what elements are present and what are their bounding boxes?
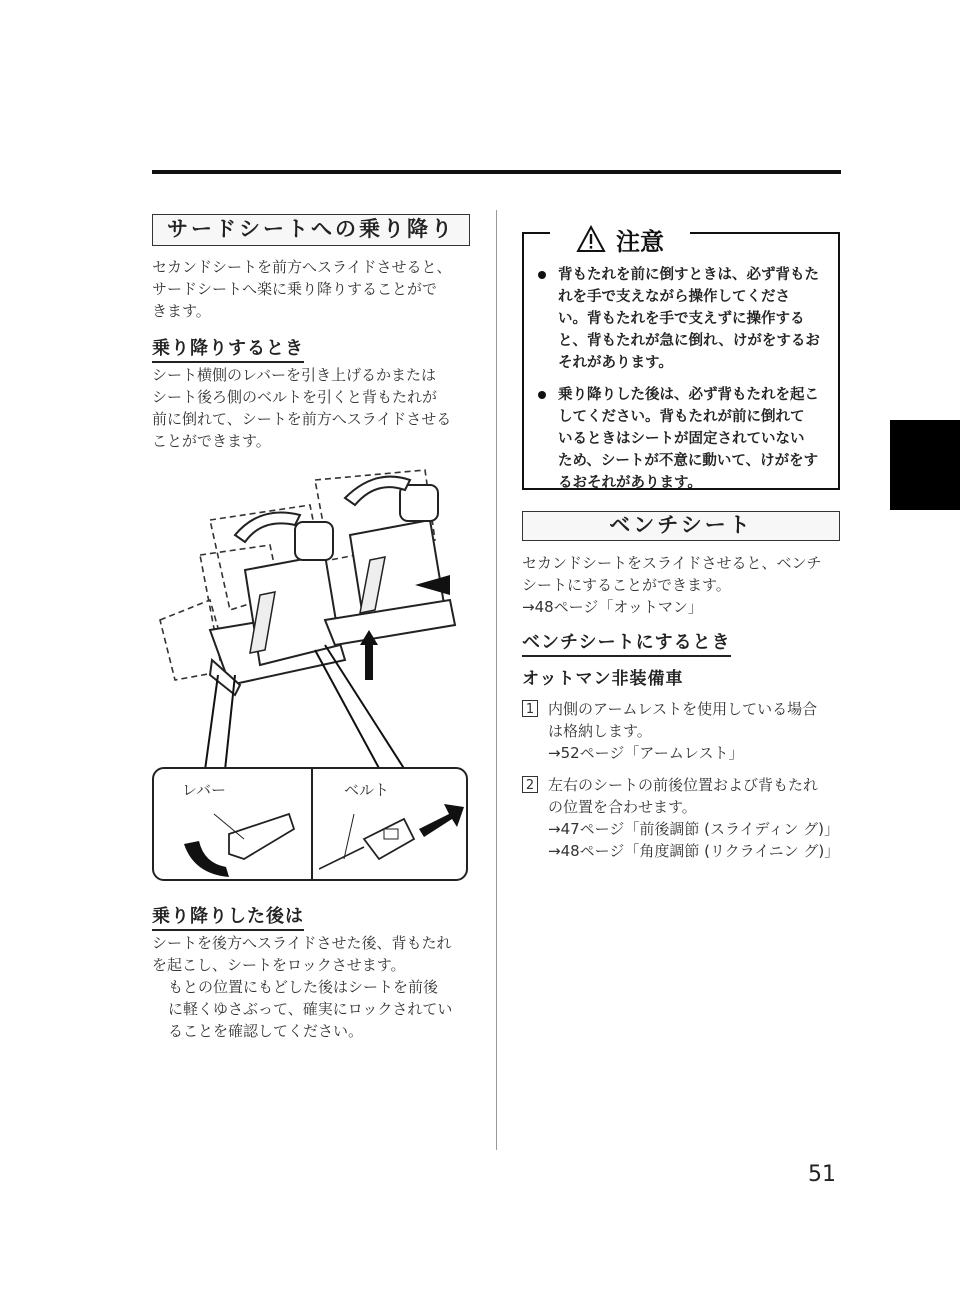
caution-item: 背もたれを前に倒すときは、必ず背もた れを手で支えながら操作してくださ い。背もたれを手で支えずに操作する と、背もたれが急に倒れ、けがをするお それがあります。	[534, 264, 828, 374]
section-title-third-seat: サードシートへの乗り降り	[152, 214, 470, 246]
boarding-heading: 乗り降りするとき	[152, 334, 304, 363]
ottoman-heading: オットマン非装備車	[522, 669, 684, 689]
bench-steps	[522, 698, 842, 872]
top-rule	[152, 170, 841, 174]
callout-divider	[311, 769, 313, 879]
caution-title: 注意	[616, 227, 664, 256]
bullet-icon	[538, 391, 546, 399]
third-seat-intro: セカンドシートを前方へスライドさせると、 サードシートへ楽に乗り降りすることがで きます。	[152, 258, 452, 320]
step-1: 1 内側のアームレストを使用している場合 は格納します。 →52ページ「アームレスト」	[522, 698, 842, 764]
warning-triangle-icon	[576, 225, 606, 253]
boarding-text: シート横側のレバーを引き上げるかまたは シート後ろ側のベルトを引くと背もたれが 前に倒れて、シートを前方へスライドさせる ことができます。	[152, 366, 452, 450]
belt-label: ベルト	[344, 781, 390, 799]
bench-heading: ベンチシートにするとき	[522, 628, 731, 657]
page-number: 51	[808, 1162, 836, 1187]
after-boarding-text: シートを後方へスライドさせた後、背もたれ を起こし、シートをロックさせます。	[152, 934, 452, 974]
lever-drawing	[174, 799, 304, 879]
lever-label: レバー	[182, 781, 226, 799]
step-number: 1	[522, 700, 538, 717]
lever-belt-callout	[152, 767, 468, 881]
caution-header	[550, 220, 690, 258]
after-boarding-note: もとの位置にもどした後はシートを前後 に軽くゆさぶって、確実にロックされてい ることを確認してください。	[168, 978, 453, 1040]
belt-drawing	[319, 799, 464, 879]
caution-item: 乗り降りした後は、必ず背もたれを起こ してください。背もたれが前に倒れて いるときはシートが固定されていない ため、シートが不意に動いて、けがをす るおそれがあります。	[534, 384, 828, 494]
chapter-tab	[890, 420, 960, 510]
bullet-icon	[538, 271, 546, 279]
after-boarding-heading: 乗り降りした後は	[152, 902, 304, 931]
caution-box	[522, 232, 840, 490]
step-2: 2 左右のシートの前後位置および背もたれ の位置を合わせます。 →47ページ「前後調節 (スライディン グ)」 →48ページ「角度調節 (リクライニン グ)」	[522, 774, 842, 862]
step-number: 2	[522, 776, 538, 793]
bench-intro: セカンドシートをスライドさせると、ベンチ シートにすることができます。 →48ページ「オットマン」	[522, 554, 822, 616]
seat-illustration	[150, 460, 470, 770]
section-title-bench-seat: ベンチシート	[522, 511, 840, 541]
